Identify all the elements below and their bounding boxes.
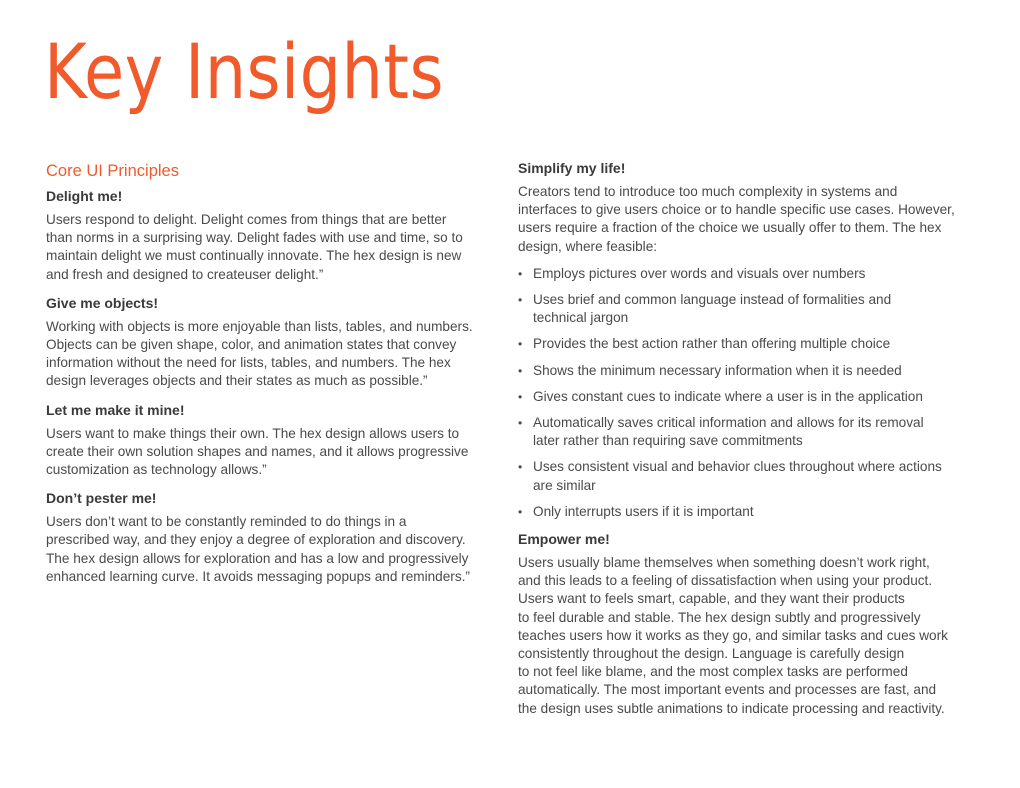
feasible-list: [518, 265, 988, 521]
list-item: [518, 388, 988, 406]
principle-body: [46, 425, 508, 480]
text-line: create their own solution shapes and names, and it allows progressive: [46, 443, 469, 459]
text-line: Creators tend to introduce too much complexity in systems and: [518, 184, 898, 199]
principle-let-me-make-it-mine: [46, 400, 508, 480]
text-line: users require a fraction of the choice we usually offer to them. The hex: [518, 220, 942, 236]
text-line: to not feel like blame, and the most complex tasks are performed: [518, 664, 908, 680]
principle-body: [518, 554, 988, 718]
text-line: Users don’t want to be constantly reminded to do things in a: [46, 514, 407, 530]
text-line: design leverages objects and their states as much as possible.”: [46, 373, 428, 389]
bullet-icon: •: [518, 266, 523, 281]
text-line: Objects can be given shape, color, and animation states that convey: [46, 337, 457, 353]
text-line: and this leads to a feeling of dissatisfaction when using your product.: [518, 573, 933, 589]
list-item: [518, 265, 988, 283]
principle-heading: Delight me!: [46, 188, 123, 204]
principle-heading: Simplify my life!: [518, 160, 626, 176]
text-line: to feel durable and stable. The hex design subtly and progressively: [518, 609, 921, 625]
principle-body: [46, 318, 508, 391]
bullet-icon: •: [518, 363, 523, 378]
text-line: customization as technology allows.”: [46, 462, 267, 478]
principle-heading: Give me objects!: [46, 294, 159, 311]
text-line: The hex design allows for exploration and has a low and progressively: [46, 550, 469, 566]
text-line: information without the need for lists, tables, and numbers. The hex: [46, 355, 451, 371]
text-line: than norms in a surprising way. Delight fades with use and time, so to: [46, 230, 463, 246]
principle-body: [518, 183, 988, 256]
text-line: Users respond to delight. Delight comes from things that are better: [46, 212, 447, 227]
text-line: Users want to make things their own. The hex design allows users to: [46, 425, 460, 441]
text-line: maintain delight we must continually innovate. The hex design is new: [46, 248, 462, 264]
bullet-icon: •: [518, 416, 523, 431]
text-line: enhanced learning curve. It avoids messaging popups and reminders.”: [46, 568, 470, 584]
list-item: [518, 291, 988, 327]
text-line: later rather than requiring save commitments: [533, 433, 803, 449]
text-line: Gives constant cues to indicate where a user is in the application: [533, 388, 923, 404]
text-line: Users usually blame themselves when something doesn’t work right,: [518, 555, 930, 571]
text-line: consistently throughout the design. Language is carefully design: [518, 646, 905, 662]
text-line: Automatically saves critical information and allows for its removal: [533, 415, 924, 431]
text-line: Only interrupts users if it is important: [533, 503, 754, 519]
text-line: design, where feasible:: [518, 238, 658, 254]
bullet-icon: •: [518, 504, 523, 519]
text-line: are similar: [533, 477, 596, 493]
section-title-core-ui-principles: Core UI Principles: [46, 162, 179, 180]
bullet-icon: •: [518, 293, 523, 308]
principle-delight-me: [46, 186, 508, 284]
principle-empower-me: [518, 529, 988, 718]
text-line: technical jargon: [533, 310, 629, 326]
page-title: Key Insights: [44, 27, 444, 116]
principle-body: [46, 513, 508, 586]
text-line: Uses consistent visual and behavior clues throughout where actions: [533, 459, 942, 475]
text-line: Users want to feels smart, capable, and they want their products: [518, 591, 905, 607]
text-line: Provides the best action rather than offering multiple choice: [533, 336, 891, 352]
text-line: and fresh and designed to createuser delight.”: [46, 266, 324, 282]
text-line: prescribed way, and they enjoy a degree of exploration and discovery.: [46, 532, 466, 548]
text-line: Shows the minimum necessary information when it is needed: [533, 362, 902, 378]
list-item: [518, 335, 988, 353]
principle-simplify-my-life: [518, 158, 988, 521]
left-column: [46, 160, 508, 595]
list-item: [518, 503, 988, 521]
right-column: [518, 158, 988, 727]
text-line: Employs pictures over words and visuals over numbers: [533, 265, 866, 281]
text-line: teaches users how it works as they go, and similar tasks and cues work: [518, 627, 948, 643]
list-item: [518, 458, 988, 494]
principle-heading: Don’t pester me!: [46, 490, 157, 507]
principle-give-me-objects: [46, 293, 508, 391]
text-line: interfaces to give users choice or to handle specific use cases. However,: [518, 202, 955, 218]
list-item: [518, 362, 988, 380]
list-item: [518, 414, 988, 450]
bullet-icon: •: [518, 337, 523, 352]
principle-heading: Let me make it mine!: [46, 401, 185, 418]
text-line: Working with objects is more enjoyable than lists, tables, and numbers.: [46, 318, 473, 334]
principle-dont-pester-me: [46, 488, 508, 586]
principle-heading: Empower me!: [518, 531, 610, 548]
text-line: the design uses subtle animations to indicate processing and reactivity.: [518, 700, 945, 716]
bullet-icon: •: [518, 389, 523, 404]
bullet-icon: •: [518, 460, 523, 475]
text-line: Uses brief and common language instead of formalities and: [533, 292, 892, 308]
text-line: automatically. The most important events and processes are fast, and: [518, 682, 937, 698]
principle-body: [46, 211, 508, 284]
